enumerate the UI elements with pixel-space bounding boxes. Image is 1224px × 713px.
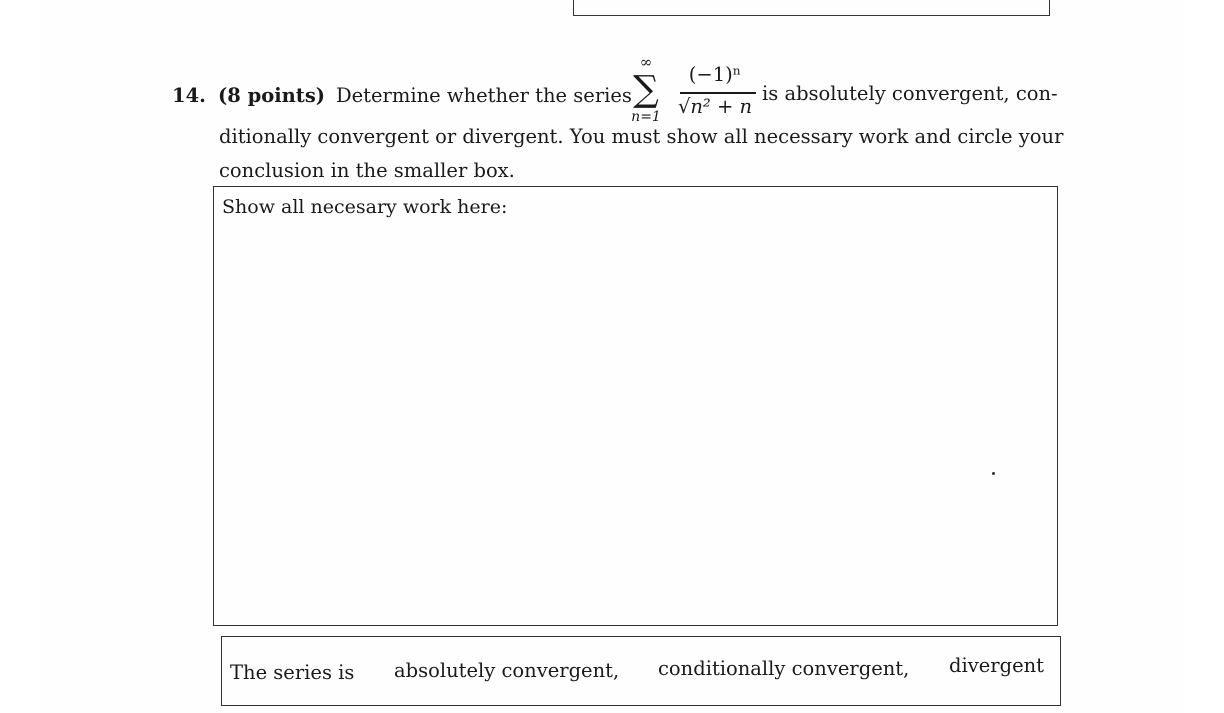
question-outro-text: is absolutely convergent, con-: [762, 82, 1058, 105]
option-divergent[interactable]: divergent: [949, 654, 1045, 677]
previous-answer-box: [573, 0, 1050, 16]
question-14: [172, 53, 1064, 182]
question-continuation: ditionally convergent or divergent. You must show all necessary work and circle your conclusion in the smaller box.: [219, 125, 1064, 182]
sum-lower-limit: n=1: [631, 109, 661, 125]
option-conditionally-convergent[interactable]: conditionally convergent,: [658, 657, 910, 680]
option-absolutely-convergent[interactable]: absolutely convergent,: [394, 659, 620, 682]
sigma-symbol: ∑: [633, 69, 659, 110]
fraction-denominator: √n² + n: [677, 95, 753, 118]
sum-upper-limit: ∞: [639, 53, 653, 71]
conclusion-box: [221, 636, 1061, 706]
fraction-numerator: (−1)ⁿ: [688, 63, 742, 86]
scan-speck: [992, 472, 995, 475]
work-area[interactable]: [213, 186, 1058, 626]
question-number: 14.: [172, 84, 206, 107]
question-points: (8 points): [218, 84, 326, 107]
series-term-fraction: [672, 62, 758, 122]
work-area-label: Show all necesary work here:: [222, 196, 508, 218]
question-intro-text: Determine whether the series: [336, 84, 632, 107]
conclusion-lead: The series is: [230, 661, 355, 684]
